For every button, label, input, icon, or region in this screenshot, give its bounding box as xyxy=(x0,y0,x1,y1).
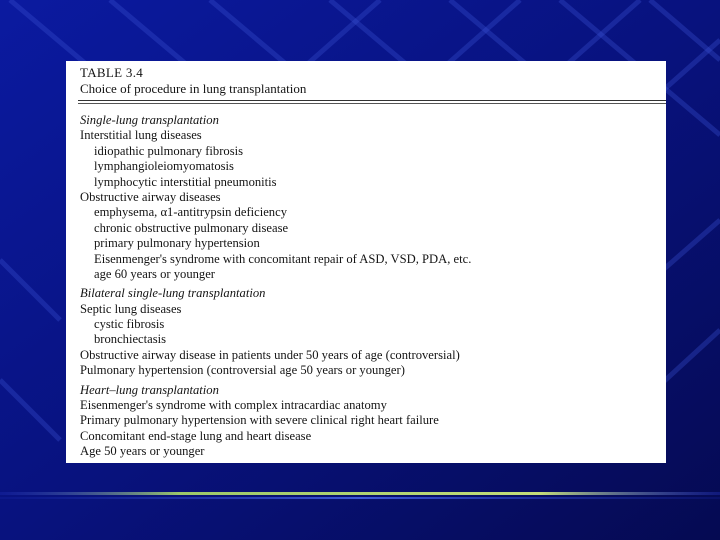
table-row: Septic lung diseases xyxy=(80,301,182,316)
table-title: Choice of procedure in lung transplantation xyxy=(80,81,307,96)
table-row: Concomitant end-stage lung and heart disease xyxy=(80,428,312,443)
table-row: Interstitial lung diseases xyxy=(80,128,202,143)
section-heading-bilateral: Bilateral single-lung transplantation xyxy=(80,286,266,301)
table-row: primary pulmonary hypertension xyxy=(94,236,260,251)
table-scan xyxy=(66,61,666,463)
section-heading-single-lung: Single-lung transplantation xyxy=(80,113,219,127)
table-row: Age 50 years or younger xyxy=(80,444,205,459)
table-row: Obstructive airway diseases xyxy=(80,189,221,204)
table-row: Eisenmenger's syndrome with complex intracardiac anatomy xyxy=(80,398,387,413)
footer-accent-lines xyxy=(0,484,720,540)
table-number: TABLE 3.4 xyxy=(80,65,144,80)
table-row: Eisenmenger's syndrome with concomitant repair of ASD, VSD, PDA, etc. xyxy=(94,251,472,266)
table-row: emphysema, α1-antitrypsin deficiency xyxy=(94,205,287,220)
table-row: lymphangioleiomyomatosis xyxy=(94,159,234,174)
table-row: lymphocytic interstitial pneumonitis xyxy=(94,174,277,189)
title-rule xyxy=(78,100,666,101)
table-row: Primary pulmonary hypertension with severe clinical right heart failure xyxy=(80,413,439,428)
table-row: Obstructive airway disease in patients under 50 years of age (controversial) xyxy=(80,347,460,362)
title-rule-secondary xyxy=(78,103,666,104)
table-rows xyxy=(80,113,660,460)
table-row: chronic obstructive pulmonary disease xyxy=(94,220,289,235)
table-row: cystic fibrosis xyxy=(94,317,165,332)
table-row: age 60 years or younger xyxy=(94,266,215,281)
table-row: Pulmonary hypertension (controversial age 50 years or younger) xyxy=(80,363,405,378)
table-row: idiopathic pulmonary fibrosis xyxy=(94,143,244,158)
table-row: bronchiectasis xyxy=(94,332,167,347)
section-heading-heart-lung: Heart–lung transplantation xyxy=(80,382,219,397)
